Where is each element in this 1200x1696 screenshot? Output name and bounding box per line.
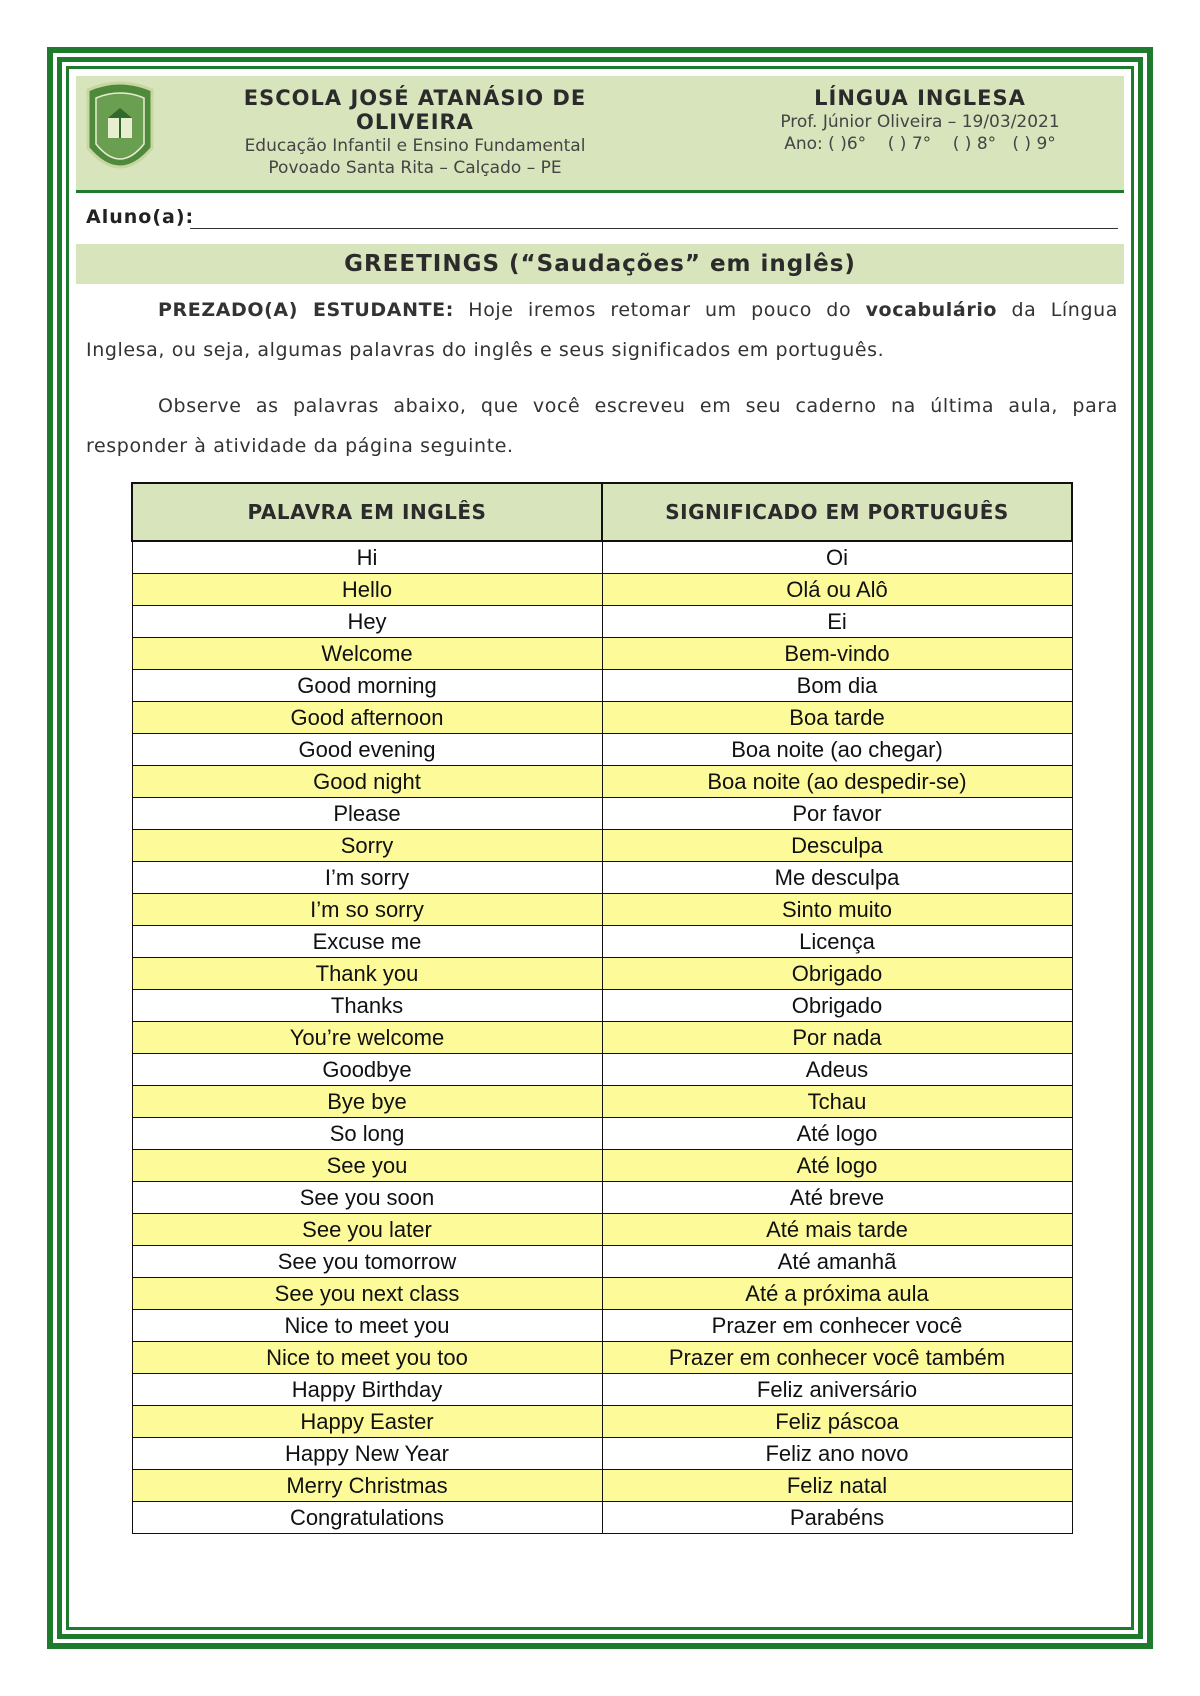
table-row — [132, 1406, 1072, 1438]
portuguese-meaning-cell: Por nada — [602, 1022, 1072, 1054]
portuguese-meaning-cell: Boa noite (ao chegar) — [602, 734, 1072, 766]
portuguese-meaning-cell: Até logo — [602, 1118, 1072, 1150]
student-name-row — [86, 206, 1118, 232]
english-word-cell: Happy Easter — [132, 1406, 602, 1438]
portuguese-meaning-cell: Bom dia — [602, 670, 1072, 702]
subject-info — [730, 86, 1110, 154]
english-word-cell: See you — [132, 1150, 602, 1182]
portuguese-meaning-cell: Prazer em conhecer você também — [602, 1342, 1072, 1374]
english-word-cell: Good night — [132, 766, 602, 798]
english-word-cell: Congratulations — [132, 1502, 602, 1534]
portuguese-meaning-cell: Boa tarde — [602, 702, 1072, 734]
table-row — [132, 702, 1072, 734]
school-crest-logo — [82, 78, 158, 188]
portuguese-meaning-cell: Até logo — [602, 1150, 1072, 1182]
portuguese-meaning-cell: Adeus — [602, 1054, 1072, 1086]
english-word-cell: Bye bye — [132, 1086, 602, 1118]
table-row — [132, 1054, 1072, 1086]
school-address: Povoado Santa Rita – Calçado – PE — [268, 158, 562, 178]
english-word-cell: Goodbye — [132, 1054, 602, 1086]
english-word-cell: Good evening — [132, 734, 602, 766]
table-row — [132, 1246, 1072, 1278]
table-row — [132, 990, 1072, 1022]
table-row — [132, 734, 1072, 766]
portuguese-meaning-cell: Parabéns — [602, 1502, 1072, 1534]
english-word-cell: Happy New Year — [132, 1438, 602, 1470]
table-row — [132, 541, 1072, 574]
table-row — [132, 1150, 1072, 1182]
english-word-cell: Hey — [132, 606, 602, 638]
english-word-cell: Hi — [132, 541, 602, 574]
english-word-cell: Hello — [132, 574, 602, 606]
english-word-cell: Excuse me — [132, 926, 602, 958]
table-row — [132, 670, 1072, 702]
table-row — [132, 1310, 1072, 1342]
portuguese-meaning-cell: Ei — [602, 606, 1072, 638]
school-name: ESCOLA JOSÉ ATANÁSIO DE OLIVEIRA — [243, 86, 587, 134]
portuguese-meaning-cell: Até mais tarde — [602, 1214, 1072, 1246]
english-word-cell: Nice to meet you — [132, 1310, 602, 1342]
table-row — [132, 926, 1072, 958]
subject-name: LÍNGUA INGLESA — [814, 86, 1026, 110]
portuguese-meaning-cell: Até breve — [602, 1182, 1072, 1214]
english-word-cell: I’m sorry — [132, 862, 602, 894]
english-word-cell: See you tomorrow — [132, 1246, 602, 1278]
portuguese-meaning-cell: Feliz aniversário — [602, 1374, 1072, 1406]
english-word-cell: Thank you — [132, 958, 602, 990]
header-english: PALAVRA EM INGLÊS — [132, 483, 602, 541]
english-word-cell: Welcome — [132, 638, 602, 670]
table-header-row — [132, 483, 1072, 541]
table-row — [132, 798, 1072, 830]
portuguese-meaning-cell: Licença — [602, 926, 1072, 958]
portuguese-meaning-cell: Bem-vindo — [602, 638, 1072, 670]
table-row — [132, 1182, 1072, 1214]
table-row — [132, 1278, 1072, 1310]
portuguese-meaning-cell: Por favor — [602, 798, 1072, 830]
portuguese-meaning-cell: Desculpa — [602, 830, 1072, 862]
table-row — [132, 830, 1072, 862]
table-row — [132, 1438, 1072, 1470]
instruction-paragraph: Observe as palavras abaixo, que você escreveu em seu caderno na última aula, para responder à atividade da página seguinte. — [86, 395, 1118, 457]
english-word-cell: Sorry — [132, 830, 602, 862]
english-word-cell: See you soon — [132, 1182, 602, 1214]
portuguese-meaning-cell: Tchau — [602, 1086, 1072, 1118]
english-word-cell: Good morning — [132, 670, 602, 702]
portuguese-meaning-cell: Até a próxima aula — [602, 1278, 1072, 1310]
table-row — [132, 1470, 1072, 1502]
table-row — [132, 1502, 1072, 1534]
page-title: GREETINGS (“Saudações” em inglês) — [76, 244, 1124, 284]
teacher-date: Prof. Júnior Oliveira – 19/03/2021 — [780, 112, 1060, 132]
english-word-cell: See you later — [132, 1214, 602, 1246]
portuguese-meaning-cell: Me desculpa — [602, 862, 1072, 894]
portuguese-meaning-cell: Até amanhã — [602, 1246, 1072, 1278]
student-name-line — [190, 228, 1118, 229]
intro-text-before: Hoje iremos retomar um pouco do — [453, 299, 866, 321]
portuguese-meaning-cell: Sinto muito — [602, 894, 1072, 926]
portuguese-meaning-cell: Obrigado — [602, 990, 1072, 1022]
english-word-cell: Good afternoon — [132, 702, 602, 734]
intro-text-after: da Língua Inglesa, ou seja, algumas palavras do inglês e seus significados em português. — [86, 299, 1118, 361]
table-row — [132, 574, 1072, 606]
table-row — [132, 766, 1072, 798]
table-row — [132, 1214, 1072, 1246]
table-row — [132, 1118, 1072, 1150]
table-row — [132, 638, 1072, 670]
table-row — [132, 1086, 1072, 1118]
table-row — [132, 1342, 1072, 1374]
portuguese-meaning-cell: Olá ou Alô — [602, 574, 1072, 606]
portuguese-meaning-cell: Feliz natal — [602, 1470, 1072, 1502]
student-label: Aluno(a): — [86, 206, 195, 228]
english-word-cell: Merry Christmas — [132, 1470, 602, 1502]
portuguese-meaning-cell: Feliz páscoa — [602, 1406, 1072, 1438]
english-word-cell: You’re welcome — [132, 1022, 602, 1054]
portuguese-meaning-cell: Boa noite (ao despedir-se) — [602, 766, 1072, 798]
table-row — [132, 1374, 1072, 1406]
portuguese-meaning-cell: Feliz ano novo — [602, 1438, 1072, 1470]
table-row — [132, 862, 1072, 894]
english-word-cell: Please — [132, 798, 602, 830]
portuguese-meaning-cell: Obrigado — [602, 958, 1072, 990]
table-row — [132, 894, 1072, 926]
vocabulary-table — [131, 482, 1073, 1534]
english-word-cell: See you next class — [132, 1278, 602, 1310]
intro-bold-word: vocabulário — [865, 299, 998, 321]
table-row — [132, 606, 1072, 638]
grade-selector: Ano: ( )6° ( ) 7° ( ) 8° ( ) 9° — [784, 134, 1056, 154]
table-row — [132, 958, 1072, 990]
english-word-cell: Thanks — [132, 990, 602, 1022]
vocabulary-rows — [132, 541, 1072, 1534]
intro-lead: PREZADO(A) ESTUDANTE: — [158, 299, 454, 321]
header-portuguese: SIGNIFICADO EM PORTUGUÊS — [602, 483, 1072, 541]
intro-paragraph — [86, 290, 1118, 370]
portuguese-meaning-cell: Oi — [602, 541, 1072, 574]
portuguese-meaning-cell: Prazer em conhecer você — [602, 1310, 1072, 1342]
english-word-cell: Happy Birthday — [132, 1374, 602, 1406]
english-word-cell: So long — [132, 1118, 602, 1150]
english-word-cell: Nice to meet you too — [132, 1342, 602, 1374]
school-info — [190, 86, 640, 178]
english-word-cell: I’m so sorry — [132, 894, 602, 926]
table-row — [132, 1022, 1072, 1054]
school-level: Educação Infantil e Ensino Fundamental — [244, 136, 586, 156]
